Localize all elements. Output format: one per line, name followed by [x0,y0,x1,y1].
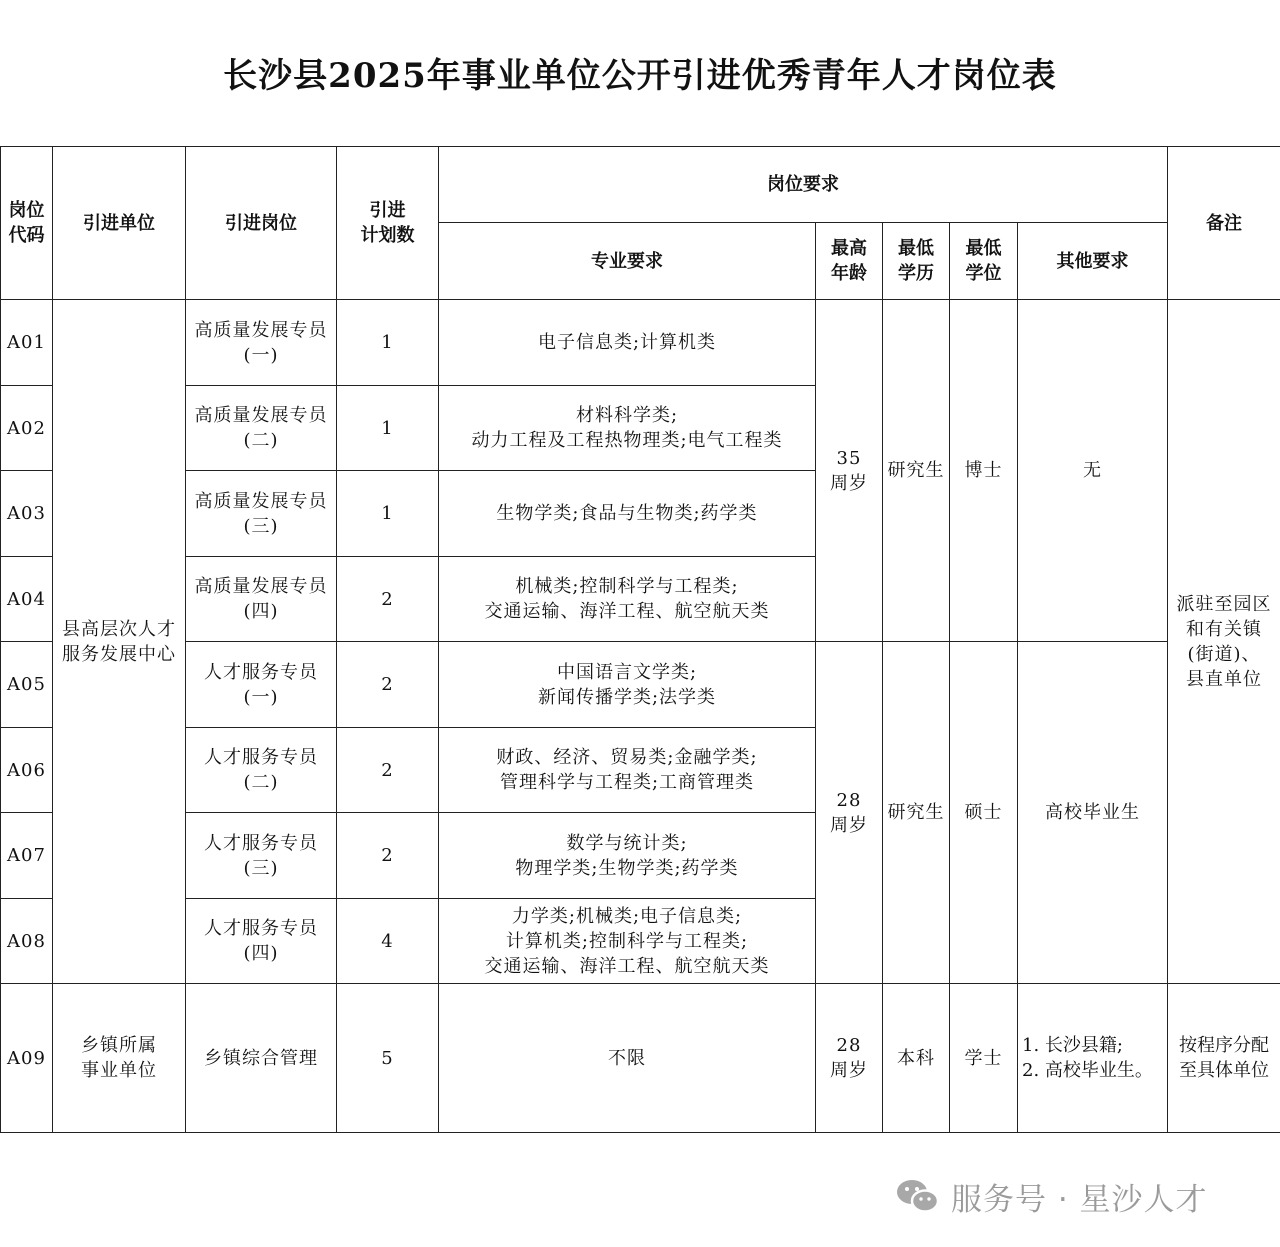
post-code: A06 [1,728,53,813]
header-age [816,223,883,300]
age-cell [816,300,883,642]
major-line: 不限 [608,1047,646,1069]
age-line: 35 [836,447,862,469]
wechat-icon [895,1176,941,1216]
post-line: 人才服务专员 [204,747,318,768]
age-cell [816,642,883,984]
table-row [1,300,1280,386]
header-plan-line2: 计划数 [360,225,415,246]
header-unit: 引进单位 [53,147,186,300]
major-req [439,899,816,984]
major-line: 数学与统计类; [566,832,688,854]
plan-count: 1 [337,300,439,386]
other-req-cell: 高校毕业生 [1018,642,1168,984]
post-line: (二) [243,772,279,793]
plan-count: 2 [337,813,439,899]
header-post: 引进岗位 [186,147,337,300]
header-other: 其他要求 [1018,223,1168,300]
major-line: 财政、经济、贸易类;金融学类; [496,747,758,768]
post-name [186,984,337,1133]
header-age-line1: 最高 [831,238,867,259]
remark-line: 县直单位 [1186,668,1263,690]
plan-count: 2 [337,642,439,728]
plan-count: 5 [337,984,439,1133]
other-req-cell [1018,984,1168,1133]
post-line: 高质量发展专员 [194,576,328,597]
plan-count: 1 [337,471,439,557]
post-line: 高质量发展专员 [194,319,328,341]
header-row-1 [1,147,1280,223]
major-req [439,984,816,1133]
post-name [186,300,337,386]
header-degree-line1: 最低 [965,238,1002,259]
post-line: 乡镇综合管理 [204,1047,318,1069]
post-line: 高质量发展专员 [194,490,328,512]
header-degree-line2: 学位 [965,263,1002,284]
major-line: 物理学类;生物学类;药学类 [515,857,739,879]
major-req [439,300,816,386]
header-plan [337,147,439,300]
major-line: 计算机类;控制科学与工程类; [505,930,749,952]
page-title: 长沙县2025年事业单位公开引进优秀青年人才岗位表 [223,56,1057,96]
post-code: A04 [1,557,53,642]
post-line: (三) [243,515,279,537]
major-req [439,386,816,471]
post-name [186,557,337,642]
other-req-line: 1. 长沙县籍; [1022,1035,1123,1056]
remark-cell [1168,984,1280,1133]
post-name [186,728,337,813]
watermark [895,1172,1208,1220]
major-req [439,557,816,642]
post-line: (二) [243,430,279,451]
post-name [186,899,337,984]
table-row [1,642,1280,728]
post-code: A07 [1,813,53,899]
education-cell: 研究生 [883,300,950,642]
unit-line: 乡镇所属 [81,1035,157,1056]
major-line: 新闻传播学类;法学类 [537,686,717,708]
major-line: 电子信息类;计算机类 [537,332,717,353]
degree-cell: 硕士 [950,642,1018,984]
plan-count: 2 [337,728,439,813]
age-line: 周岁 [830,472,868,494]
remark-line: 按程序分配 [1179,1035,1270,1056]
header-requirements: 岗位要求 [439,147,1168,223]
header-code [1,147,53,300]
header-plan-line1: 引进 [369,200,406,221]
watermark-text: 服务号 · 星沙人才 [951,1181,1208,1218]
post-line: (一) [243,344,279,366]
post-line: 人才服务专员 [204,832,318,854]
post-name [186,642,337,728]
header-education [883,223,950,300]
unit-line: 事业单位 [81,1060,157,1081]
plan-count: 4 [337,899,439,984]
post-code: A01 [1,300,53,386]
major-req [439,642,816,728]
header-education-line1: 最低 [898,238,934,259]
header-code-line1: 岗位 [8,200,45,221]
other-req-line: 2. 高校毕业生。 [1022,1060,1153,1081]
remark-line: 派驻至园区 [1176,593,1272,615]
major-line: 机械类;控制科学与工程类; [515,576,739,597]
post-line: 高质量发展专员 [194,405,328,426]
plan-count: 1 [337,386,439,471]
degree-cell: 博士 [950,300,1018,642]
major-line: 管理科学与工程类;工商管理类 [499,772,755,793]
age-line: 28 [836,1035,862,1056]
major-req [439,728,816,813]
post-line: 人才服务专员 [204,661,318,683]
education-cell: 研究生 [883,642,950,984]
post-code: A05 [1,642,53,728]
major-req [439,471,816,557]
major-line: 交通运输、海洋工程、航空航天类 [484,955,770,977]
major-line: 力学类;机械类;电子信息类; [511,905,743,927]
age-cell [816,984,883,1133]
post-line: (一) [243,686,279,708]
post-line: (四) [243,943,279,964]
post-code: A09 [1,984,53,1133]
major-line: 动力工程及工程热物理类;电气工程类 [471,430,783,451]
remark-line: 至具体单位 [1179,1060,1270,1081]
post-name [186,813,337,899]
major-req [439,813,816,899]
post-name [186,471,337,557]
plan-count: 2 [337,557,439,642]
post-code: A03 [1,471,53,557]
header-remark: 备注 [1168,147,1280,300]
header-degree [950,223,1018,300]
degree-cell: 学士 [950,984,1018,1133]
unit-line: 服务发展中心 [62,643,176,665]
header-major: 专业要求 [439,223,816,300]
post-name [186,386,337,471]
header-education-line2: 学历 [898,263,934,284]
post-line: (三) [243,857,279,879]
post-code: A02 [1,386,53,471]
age-line: 28 [836,789,862,811]
post-line: 人才服务专员 [204,918,318,939]
positions-table [0,146,1280,1133]
remark-line: 和有关镇 [1186,618,1263,640]
remark-cell [1168,300,1280,984]
age-line: 周岁 [830,814,868,836]
table-row [1,984,1280,1133]
major-line: 生物学类;食品与生物类;药学类 [496,503,758,524]
unit-cell [53,984,186,1133]
header-code-line2: 代码 [8,225,45,246]
post-line: (四) [243,601,279,622]
remark-line: (街道)、 [1187,643,1261,665]
post-code: A08 [1,899,53,984]
major-line: 材料科学类; [575,405,679,426]
major-line: 中国语言文学类; [556,661,698,683]
education-cell: 本科 [883,984,950,1133]
header-age-line2: 年龄 [831,263,867,284]
age-line: 周岁 [830,1060,868,1081]
other-req-cell: 无 [1018,300,1168,642]
unit-cell [53,300,186,984]
unit-line: 县高层次人才 [62,618,176,640]
major-line: 交通运输、海洋工程、航空航天类 [484,601,770,622]
